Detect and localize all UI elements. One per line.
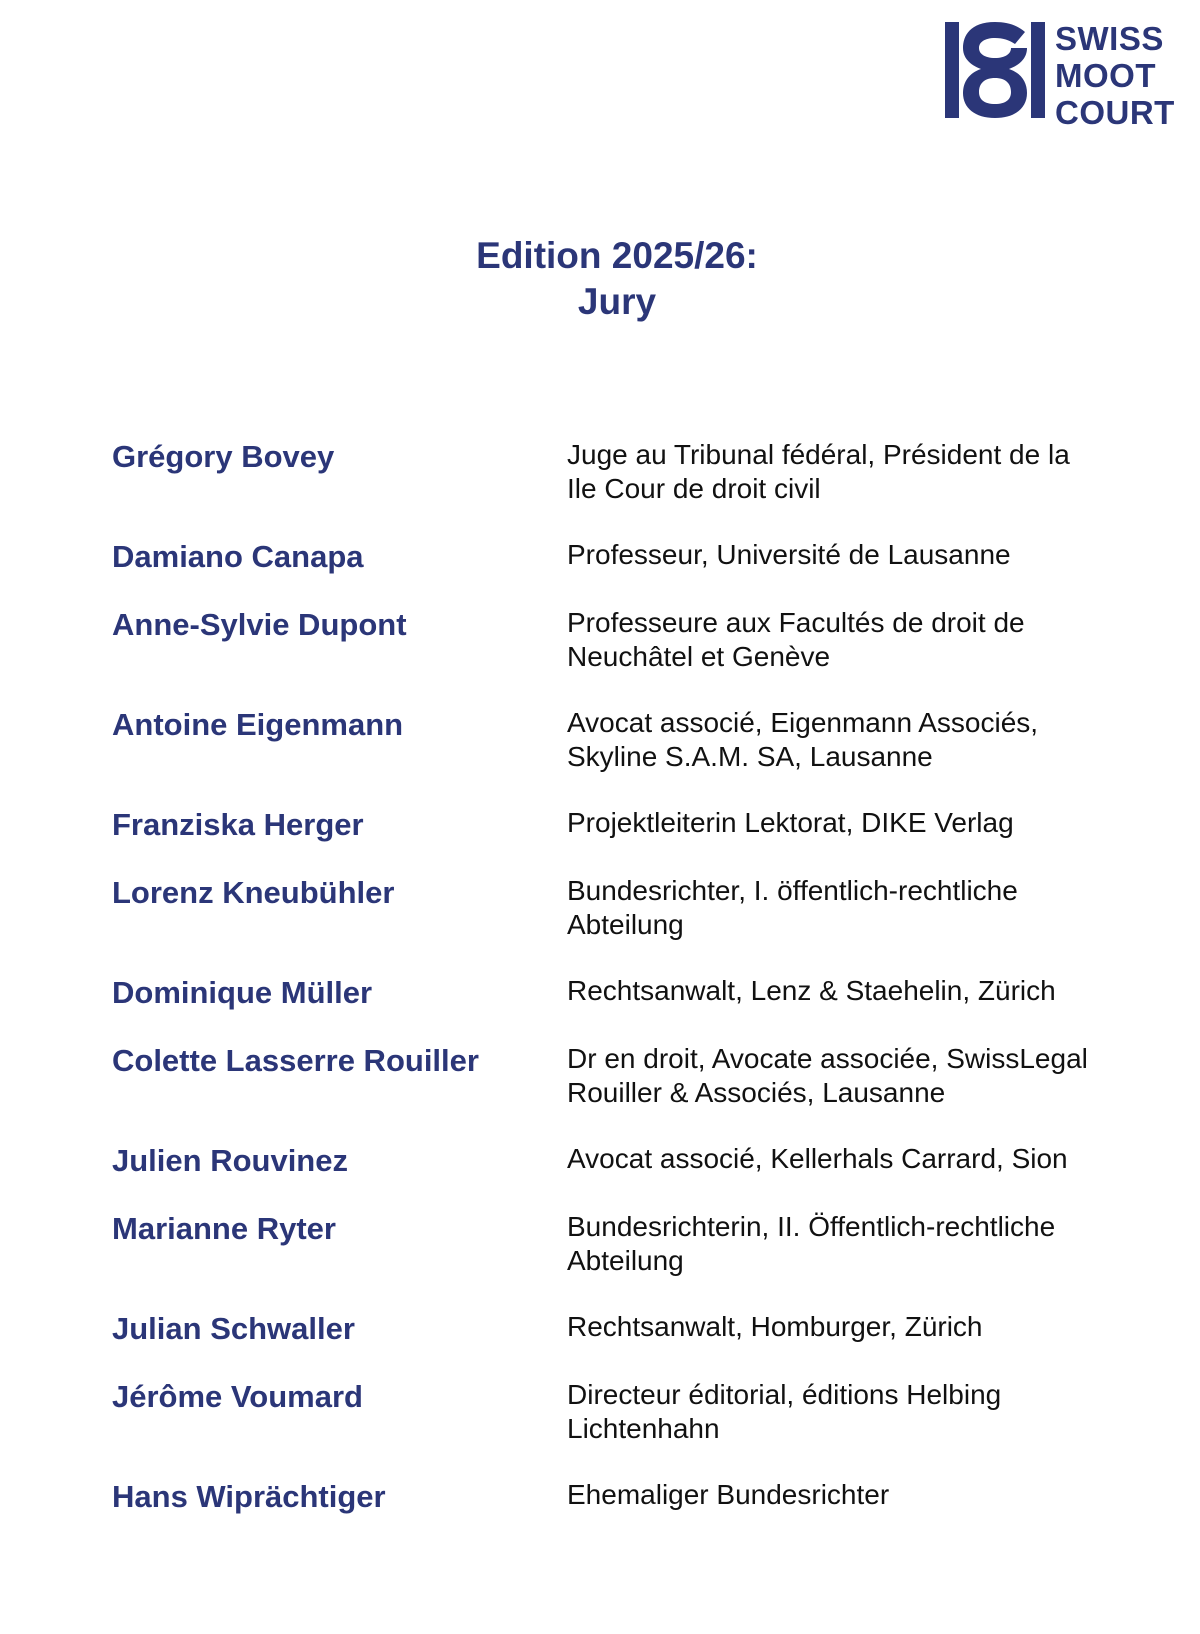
member-name: Franziska Herger bbox=[112, 807, 364, 842]
logo-line-3: COURT bbox=[1055, 94, 1175, 131]
member-name: Antoine Eigenmann bbox=[112, 707, 404, 742]
member-role: Projektleiterin Lektorat, DIKE Verlag bbox=[567, 807, 1014, 838]
jury-member bbox=[112, 1042, 1152, 1110]
jury-member bbox=[112, 1142, 1152, 1178]
logo-line-1: SWISS bbox=[1055, 20, 1164, 57]
member-role: Professeur, Université de Lausanne bbox=[567, 539, 1011, 570]
member-name: Colette Lasserre Rouiller bbox=[112, 1043, 479, 1078]
member-name: Marianne Ryter bbox=[112, 1211, 336, 1246]
jury-member bbox=[112, 806, 1152, 842]
member-role: Juge au Tribunal fédéral, Président de la Ile Cour de droit civil bbox=[567, 439, 1070, 504]
member-role: Rechtsanwalt, Lenz & Staehelin, Zürich bbox=[567, 975, 1056, 1006]
member-name: Julien Rouvinez bbox=[112, 1143, 348, 1178]
jury-member bbox=[112, 1378, 1152, 1446]
jury-member bbox=[112, 1210, 1152, 1278]
logo-wordmark bbox=[1055, 20, 1175, 131]
member-role: Ehemaliger Bundesrichter bbox=[567, 1479, 890, 1510]
jury-member bbox=[112, 706, 1152, 774]
logo-line-2: MOOT bbox=[1055, 57, 1156, 94]
page-title bbox=[0, 233, 1200, 325]
jury-member bbox=[112, 874, 1152, 942]
member-name: Hans Wiprächtiger bbox=[112, 1479, 386, 1514]
jury-member bbox=[112, 538, 1152, 574]
member-role: Bundesrichter, I. öffentlich-rechtliche Abteilung bbox=[567, 875, 1018, 940]
member-role: Dr en droit, Avocate associée, SwissLegal Rouiller & Associés, Lausanne bbox=[567, 1043, 1088, 1108]
member-role: Bundesrichterin, II. Öffentlich-rechtliche Abteilung bbox=[567, 1211, 1056, 1276]
title-jury: Jury bbox=[577, 281, 657, 322]
member-name: Jérôme Voumard bbox=[112, 1379, 363, 1414]
member-name: Grégory Bovey bbox=[112, 439, 335, 474]
jury-member bbox=[112, 438, 1152, 506]
member-role: Avocat associé, Kellerhals Carrard, Sion bbox=[567, 1143, 1068, 1174]
member-name: Anne-Sylvie Dupont bbox=[112, 607, 407, 642]
member-role: Directeur éditorial, éditions Helbing Lichtenhahn bbox=[567, 1379, 1002, 1444]
member-name: Julian Schwaller bbox=[112, 1311, 355, 1346]
member-name: Damiano Canapa bbox=[112, 539, 364, 574]
member-role: Avocat associé, Eigenmann Associés, Skyline S.A.M. SA, Lausanne bbox=[567, 707, 1039, 772]
title-edition: Edition 2025/26: bbox=[476, 235, 758, 276]
jury-member bbox=[112, 1310, 1152, 1346]
jury-list bbox=[112, 438, 1152, 1546]
jury-member bbox=[112, 606, 1152, 674]
swiss-moot-court-logo bbox=[945, 20, 1175, 131]
member-name: Dominique Müller bbox=[112, 975, 373, 1010]
jury-member bbox=[112, 1478, 1152, 1514]
member-name: Lorenz Kneubühler bbox=[112, 875, 395, 910]
jury-member bbox=[112, 974, 1152, 1010]
member-role: Rechtsanwalt, Homburger, Zürich bbox=[567, 1311, 983, 1342]
member-role: Professeure aux Facultés de droit de Neuchâtel et Genève bbox=[567, 607, 1025, 672]
logo-emblem-icon bbox=[945, 20, 1045, 120]
